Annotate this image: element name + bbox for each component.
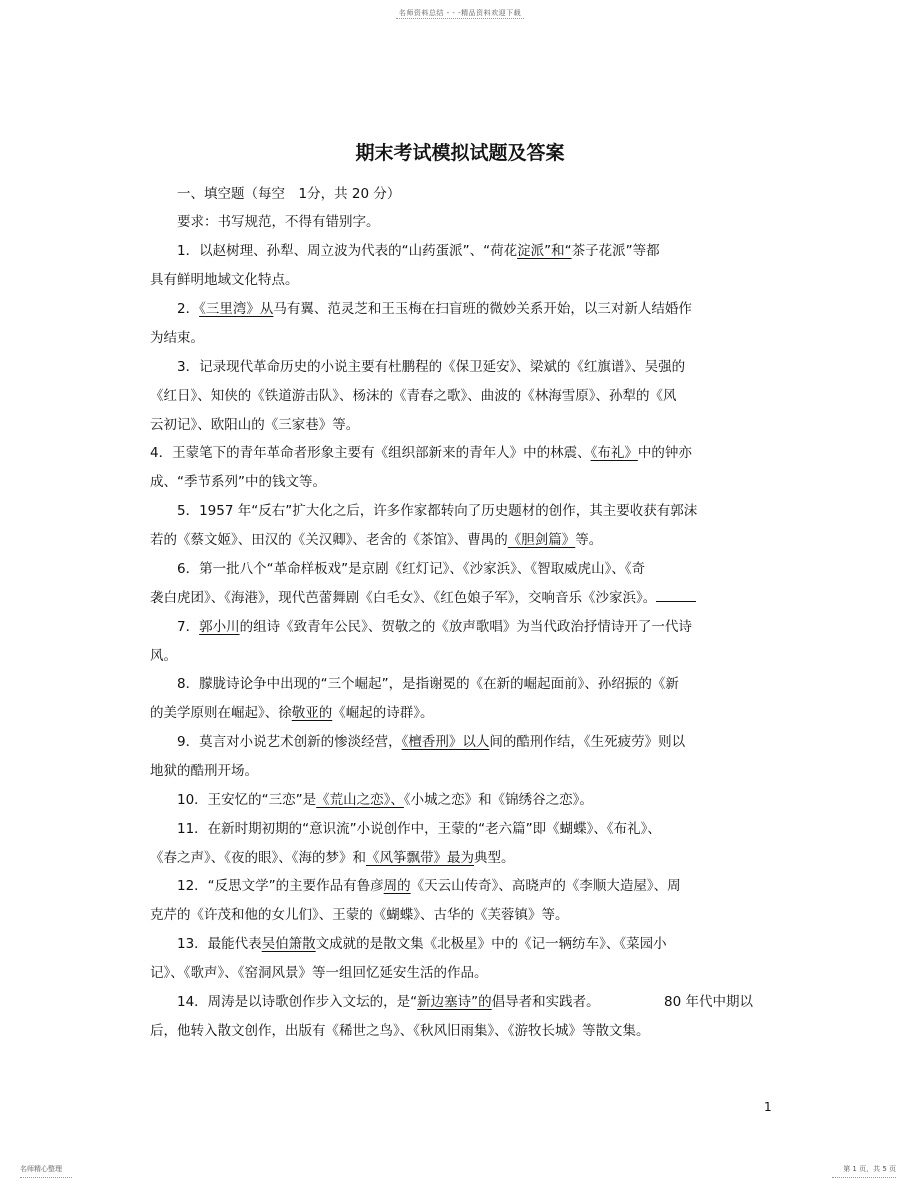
question-5-line-2 [150,528,602,548]
question-13-line-2: 记》、《歌声》、《窑洞风景》等一组回忆延安生活的作品。 [150,965,488,981]
question-7-line-2: 风。 [150,648,177,664]
q8-underlined: 敬亚的 [291,705,333,721]
question-8-line-2 [150,701,434,721]
q13-underlined: 吴伯箫散 [261,936,316,952]
q7-text-a: 7． [177,619,200,635]
q12-text-a: 12．“反思文学”的主要作品有鲁彦 [177,878,384,894]
question-8-line-1: 8．朦胧诗论争中出现的“三个崛起”，是指谢冕的《在新的崛起面前》、孙绍振的《新 [177,676,679,692]
q13-text-a: 13．最能代表 [177,936,262,952]
q1-underlined: 淀派”和“ [517,243,572,259]
q10-text-c: 《小城之恋》和《锦绣谷之恋》。 [403,792,593,808]
question-7-line-1 [177,615,692,635]
question-12-line-1 [177,874,681,894]
q2-text-c: 马有翼、范灵芝和王玉梅在扫盲班的微妙关系开始，以三对新人结婚作 [273,301,692,317]
q14-underlined: 新边塞诗”的 [417,994,492,1010]
question-4-line-2: 成、“季节系列”中的钱文等。 [150,474,326,490]
question-2-line-2: 为结束。 [150,330,204,346]
question-12-line-2: 克芹的《许茂和他的女儿们》、王蒙的《蝴蝶》、古华的《芙蓉镇》等。 [150,907,569,923]
question-5-line-1: 5．1957 年“反右”扩大化之后，许多作家都转向了历史题材的创作，其主要收获有郭沫 [177,503,698,519]
q14-text-a: 14．周涛是以诗歌创作步入文坛的，是“ [177,994,418,1010]
question-3-line-2: 《红日》、知侠的《铁道游击队》、杨沫的《青春之歌》、曲波的《林海雪原》、孙犁的《风 [150,388,677,404]
q4-underlined: 《布礼》 [590,445,638,461]
question-13-line-1 [177,932,667,952]
q4-text-a: 4．王蒙笔下的青年革命者形象主要有《组织部新来的青年人》中的林震、 [150,445,591,461]
question-10-line-1 [177,788,593,808]
q11-text-c: 典型。 [474,850,515,866]
q12-underlined: 周的 [383,878,411,894]
question-11-line-1: 11．在新时期初期的“意识流”小说创作中，王蒙的“老六篇”即《蝴蝶》、《布礼》、 [177,821,661,837]
footer-right-divider [832,1177,896,1178]
footer-left-note: 名师精心整理 [20,1165,62,1173]
question-11-line-2 [150,846,515,866]
header-note: 名师资料总结 - - -精品资料欢迎下载 [398,9,522,17]
page-number: 1 [764,1100,772,1114]
question-9-line-1 [177,730,685,750]
question-2-line-1 [177,297,692,317]
q9-underlined: 《檀香刑》以人 [401,734,490,750]
q5-text-c: 等。 [575,532,603,548]
q7-underlined: 郭小川 [199,619,240,635]
question-14-line-1 [177,990,600,1010]
q8-text-c: 《崛起的诗群》。 [332,705,434,721]
q10-text-a: 10．王安忆的“三恋”是 [177,792,317,808]
q11-text-a: 《春之声》、《夜的眼》、《海的梦》和 [150,850,366,866]
q8-text-a: 的美学原则在崛起》、徐 [150,705,292,721]
q5-text-a: 若的《蔡文姬》、田汉的《关汉卿》、老舍的《茶馆》、曹禺的 [150,532,508,548]
question-3-line-1: 3．记录现代革命历史的小说主要有杜鹏程的《保卫延安》、梁斌的《红旗谱》、吴强的 [177,359,686,375]
section-heading: 一、填空题（每空 1分，共 20 分） [177,186,401,202]
q2-text-a: 2． [177,301,200,317]
question-1-line-1 [177,239,660,259]
q11-underlined: 《风筝飘带》最为 [366,850,474,866]
q9-text-c: 间的酷刑作结，《生死疲劳》则以 [489,734,686,750]
q4-text-c: 中的钟亦 [637,445,692,461]
q6-text: 袭白虎团》、《海港》，现代芭蕾舞剧《白毛女》、《红色娘子军》，交响音乐《沙家浜》。 [150,590,657,606]
question-4-line-1 [150,441,692,461]
q1-text-c: 茶子花派”等都 [571,243,660,259]
q10-underlined: 《荒山之恋》、 [316,792,404,808]
q2-underlined: 《三里湾》从 [199,301,274,317]
footer-page-info: 第 1 页，共 5 页 [843,1165,896,1173]
q5-underlined: 《胆剑篇》 [507,532,576,548]
question-9-line-2: 地狱的酷刑开场。 [150,763,258,779]
q7-text-c: 的组诗《致青年公民》、贺敬之的《放声歌唱》为当代政治抒情诗开了一代诗 [239,619,692,635]
question-1-line-2: 具有鲜明地域文化特点。 [150,272,299,288]
page-title: 期末考试模拟试题及答案 [355,142,565,164]
section-requirement: 要求：书写规范，不得有错别字。 [177,214,380,230]
footer-left-divider [20,1177,72,1178]
header-divider [396,18,524,19]
q1-text-a: 1．以赵树理、孙犁、周立波为代表的“山药蛋派”、“荷花 [177,243,518,259]
q14-text-c: 倡导者和实践者。 [491,994,600,1010]
q9-text-a: 9．莫言对小说艺术创新的惨淡经营， [177,734,402,750]
question-6-line-1: 6．第一批八个“革命样板戏”是京剧《红灯记》、《沙家浜》、《智取威虎山》、《奇 [177,561,646,577]
question-6-line-2 [150,586,696,606]
q12-text-c: 《天云山传奇》、高晓声的《李顺大造屋》、周 [410,878,681,894]
q13-text-c: 文成就的是散文集《北极星》中的《记一辆纺车》、《菜园小 [315,936,667,952]
question-14-line-2: 后，他转入散文创作，出版有《稀世之鸟》、《秋风旧雨集》、《游牧长城》等散文集。 [150,1023,650,1039]
question-3-line-3: 云初记》、欧阳山的《三家巷》等。 [150,417,360,433]
answer-blank [656,589,696,602]
question-14-line-1-tail: 80 年代中期以 [664,994,753,1010]
